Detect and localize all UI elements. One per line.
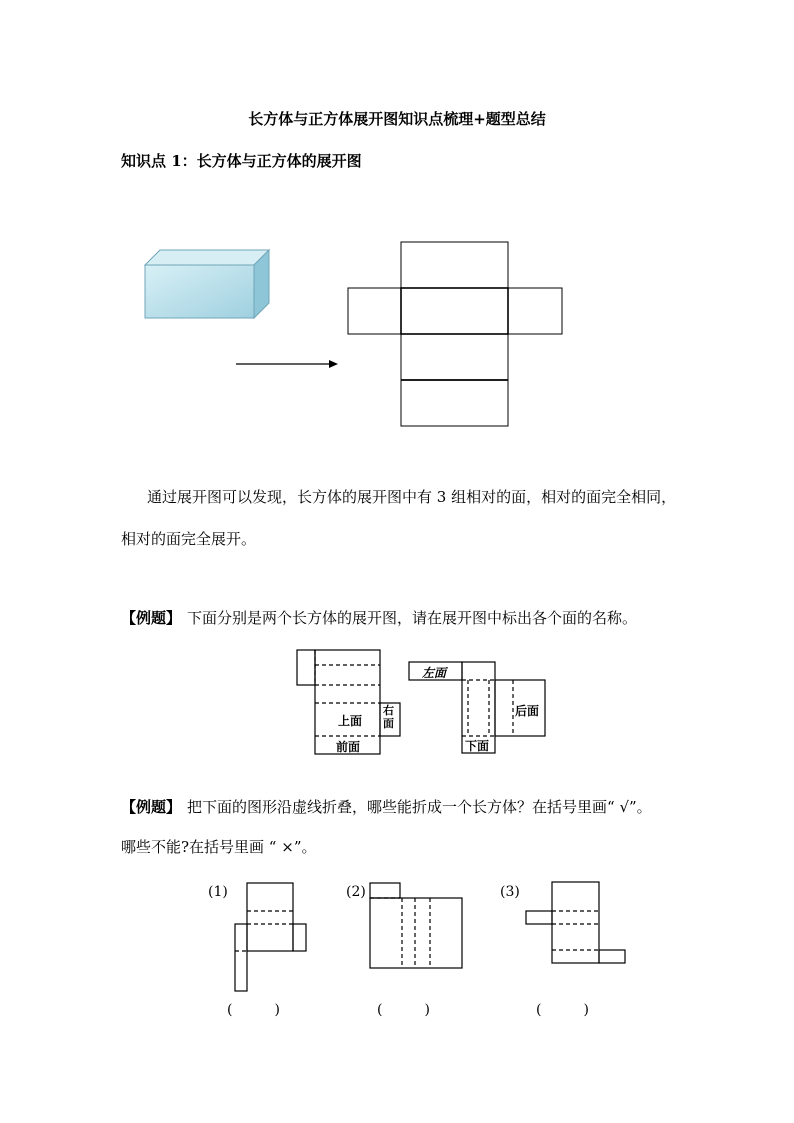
section-heading: 知识点 1：长方体与正方体的展开图 <box>121 152 362 170</box>
figure1-label: (1) <box>208 884 228 900</box>
example2-text2: 哪些不能?在括号里画 “ ×”。 <box>121 838 317 856</box>
label-bottom-face: 下面 <box>465 739 490 753</box>
explanation-paragraph: 通过展开图可以发现，长方体的展开图中有 3 组相对的面，相对的面完全相同，相对的面完全展开。 <box>121 488 677 548</box>
label-right-face: 右面 <box>383 704 394 730</box>
example2-body: 把下面的图形沿虚线折叠，哪些能折成一个长方体？在括号里画“ √”。 <box>187 798 652 816</box>
label-back-face: 后面 <box>515 704 540 718</box>
label-front-face: 前面 <box>336 740 361 754</box>
page-title: 长方体与正方体展开图知识点梳理+题型总结 <box>248 110 546 128</box>
figure2-label: (2) <box>346 884 366 900</box>
example2-tag: 【例题】 <box>121 798 182 816</box>
label-top-face: 上面 <box>338 714 363 728</box>
answer2-blank[interactable]: ( ) <box>377 1002 430 1018</box>
answer3-blank[interactable]: ( ) <box>536 1002 589 1018</box>
example1-tag: 【例题】 <box>121 609 182 627</box>
label-left-face: 左面 <box>422 666 447 680</box>
figure3-label: (3) <box>500 884 520 900</box>
answer1-blank[interactable]: ( ) <box>227 1002 280 1018</box>
example1-body: 下面分别是两个长方体的展开图，请在展开图中标出各个面的名称。 <box>187 609 638 627</box>
